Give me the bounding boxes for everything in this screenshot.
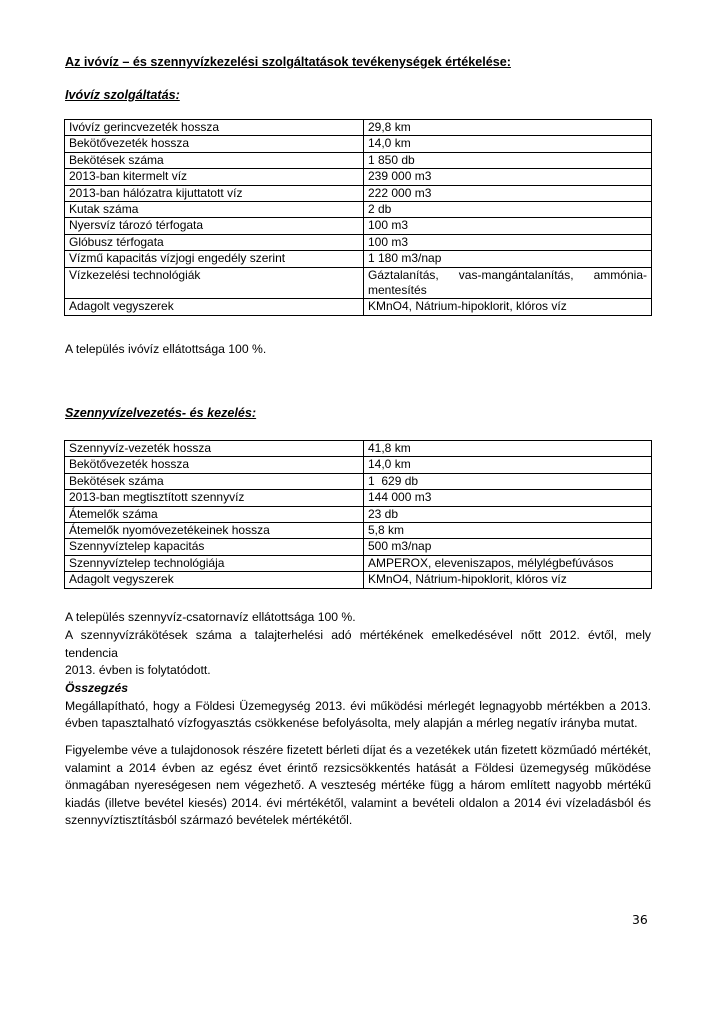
row-label: Szennyvíz-vezeték hossza [65, 441, 364, 457]
row-value: 1 850 db [364, 152, 652, 168]
sewage-section-heading: Szennyvízelvezetés- és kezelés: [65, 406, 257, 420]
sewage-table [64, 440, 652, 589]
summary-p2-line5: szennyvíztisztításból származó bevételek mértékétől. [65, 813, 353, 828]
table-row [65, 136, 652, 152]
row-value: 23 db [364, 506, 652, 522]
row-label: Bekötővezeték hossza [65, 457, 364, 473]
tech-value-line2: mentesítés [368, 283, 427, 298]
row-label: Bekötővezeték hossza [65, 136, 364, 152]
summary-paragraph-2 [65, 742, 651, 830]
row-value: 29,8 km [364, 120, 652, 136]
table-row [65, 251, 652, 267]
summary-title: Összegzés [65, 681, 129, 695]
row-label: Átemelők száma [65, 506, 364, 522]
row-value: 144 000 m3 [364, 490, 652, 506]
table-row [65, 506, 652, 522]
row-label: Bekötések száma [65, 473, 364, 489]
summary-p1-line1: Megállapítható, hogy a Földesi Üzemegység 2013. évi működési mérlegét legnagyobb mértékben a 2013. [65, 698, 651, 713]
main-heading: Az ivóvíz – és szennyvízkezelési szolgáltatások tevékenységek értékelése: [65, 55, 511, 69]
table-row [65, 473, 652, 489]
table-row [65, 539, 652, 555]
row-value: 14,0 km [364, 457, 652, 473]
table-row [65, 299, 652, 315]
table-row [65, 523, 652, 539]
row-value: 239 000 m3 [364, 169, 652, 185]
row-value: 5,8 km [364, 523, 652, 539]
summary-p2-line4: kiadás (illetve bevétel kiesés) 2014. évi mértékétől, valamint a bevételi oldalon a 2014 évi vízeladásból és [65, 795, 651, 810]
row-value: 500 m3/nap [364, 539, 652, 555]
water-table [64, 119, 652, 316]
table-row [65, 218, 652, 234]
summary-p2-line1: Figyelembe véve a tulajdonosok részére fizetett bérleti díjat és a vezetékek után fizetett közműadó mértékét, [65, 743, 651, 757]
row-label: Nyersvíz tározó térfogata [65, 218, 364, 234]
row-value: 41,8 km [364, 441, 652, 457]
water-section-heading: Ivóvíz szolgáltatás: [65, 88, 180, 102]
table-row [65, 572, 652, 588]
summary-p2-line3: önmagában nyereségesen nem végezhető. A veszteség mértéke függ a három említett nagyobb mértékű [65, 778, 651, 793]
row-label: Átemelők nyomóvezetékeinek hossza [65, 523, 364, 539]
summary-p1-line2: évben tapasztalható vízfogyasztás csökkenése befolyásolta, mely alapján a mérleg negatív irányba mutat. [65, 716, 638, 731]
table-row [65, 202, 652, 218]
sewage-note-line2: 2013. évben is folytatódott. [65, 663, 211, 678]
sewage-note [65, 627, 651, 680]
row-label: Vízmű kapacitás vízjogi engedély szerint [65, 251, 364, 267]
table-row [65, 555, 652, 571]
table-row [65, 490, 652, 506]
row-label: 2013-ban megtisztított szennyvíz [65, 490, 364, 506]
row-label: Ivóvíz gerincvezeték hossza [65, 120, 364, 136]
row-label: Vízkezelési technológiák [65, 267, 364, 299]
row-label: Glóbusz térfogata [65, 234, 364, 250]
summary-block [65, 680, 651, 733]
row-value: AMPEROX, eleveniszapos, mélylégbefúvásos [364, 555, 652, 571]
page-number: 36 [632, 912, 648, 927]
table-row [65, 457, 652, 473]
table-row [65, 169, 652, 185]
row-value: 100 m3 [364, 234, 652, 250]
table-row [65, 152, 652, 168]
summary-p2-line2: valamint a 2014 évben az egész évet érintő rezsicsökkentés hatását a Földesi üzemegység működése [65, 760, 651, 775]
row-value: 2 db [364, 202, 652, 218]
row-label: 2013-ban hálózatra kijuttatott víz [65, 185, 364, 201]
row-label: Adagolt vegyszerek [65, 299, 364, 315]
sewage-note-line1: A szennyvízrákötések száma a talajterhelési adó mértékének emelkedésével nőtt 2012. évtől, mely tendencia [65, 628, 651, 660]
row-value: 1 180 m3/nap [364, 251, 652, 267]
table-row [65, 185, 652, 201]
row-label: Bekötések száma [65, 152, 364, 168]
row-value: 14,0 km [364, 136, 652, 152]
row-label: 2013-ban kitermelt víz [65, 169, 364, 185]
table-row [65, 120, 652, 136]
row-label: Adagolt vegyszerek [65, 572, 364, 588]
row-value: 1 629 db [364, 473, 652, 489]
row-label: Szennyvíztelep technológiája [65, 555, 364, 571]
row-value [364, 267, 652, 299]
row-value: 222 000 m3 [364, 185, 652, 201]
table-row [65, 441, 652, 457]
row-value: KMnO4, Nátrium-hipoklorit, klóros víz [364, 299, 652, 315]
table-row [65, 267, 652, 299]
row-label: Kutak száma [65, 202, 364, 218]
water-coverage-text: A település ivóvíz ellátottsága 100 %. [65, 342, 267, 356]
table-row [65, 234, 652, 250]
row-value: 100 m3 [364, 218, 652, 234]
tech-value-line1: Gáztalanítás, vas-mangántalanítás, ammónia- [368, 267, 647, 282]
row-label: Szennyvíztelep kapacitás [65, 539, 364, 555]
row-value: KMnO4, Nátrium-hipoklorit, klóros víz [364, 572, 652, 588]
sewage-coverage-text: A település szennyvíz-csatornavíz ellátottsága 100 %. [65, 610, 356, 624]
